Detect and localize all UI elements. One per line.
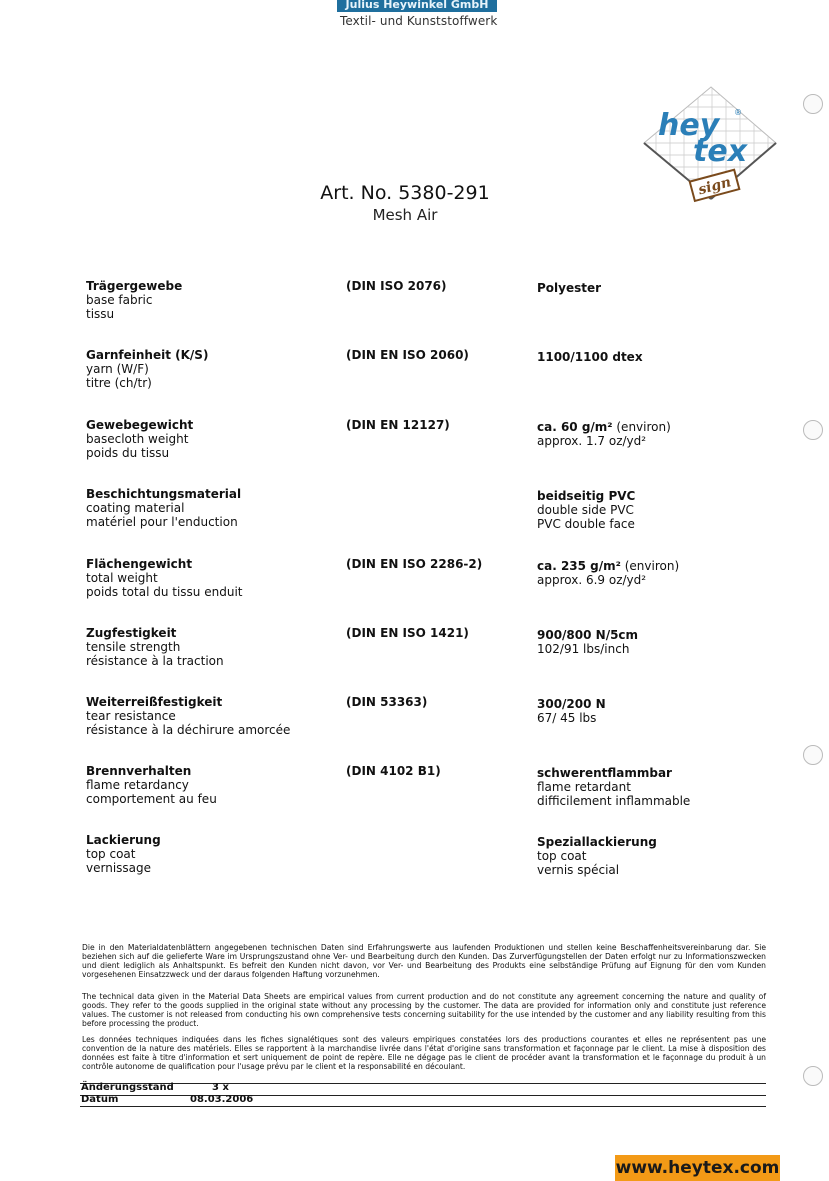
spec-value-v2: 67/ 45 lbs [537, 711, 597, 725]
spec-label-fr: résistance à la traction [86, 654, 224, 668]
company-name: Julius Heywinkel GmbH [345, 0, 489, 11]
spec-value [537, 489, 777, 531]
spec-row [0, 557, 829, 621]
spec-label-de: Garnfeinheit (K/S) [86, 348, 209, 362]
spec-label-en: yarn (W/F) [86, 362, 149, 376]
spec-row [0, 418, 829, 482]
spec-label [86, 279, 326, 321]
logo-word-tex: tex [693, 134, 748, 169]
spec-label-en: top coat [86, 847, 136, 861]
test-standard: (DIN EN ISO 2060) [346, 348, 469, 362]
table-line-bottom [80, 1106, 766, 1107]
spec-label-fr: matériel pour l'enduction [86, 515, 238, 529]
spec-value-line [537, 489, 777, 503]
test-standard: (DIN EN ISO 2286-2) [346, 557, 483, 571]
spec-label-fr: poids total du tissu enduit [86, 585, 243, 599]
spec-value-v3: PVC double face [537, 517, 635, 531]
table-line-top [80, 1083, 766, 1084]
heytex-logo-graphic [636, 85, 786, 215]
spec-value-main: Speziallackierung [537, 835, 657, 849]
spec-value-line [537, 559, 777, 573]
spec-row [0, 626, 829, 690]
spec-label-en: basecloth weight [86, 432, 189, 446]
logo-registered-mark: ® [734, 108, 742, 117]
spec-value [537, 766, 777, 808]
spec-value-suffix: (environ) [612, 420, 671, 434]
article-number: Art. No. 5380-291 [320, 182, 490, 204]
spec-label [86, 764, 326, 806]
spec-row [0, 487, 829, 551]
punch-hole [803, 745, 823, 765]
spec-value-main: 300/200 N [537, 697, 606, 711]
spec-label-de: Gewebegewicht [86, 418, 194, 432]
spec-value-line [537, 350, 777, 364]
spec-value-v2: approx. 6.9 oz/yd² [537, 573, 647, 587]
spec-value-line [537, 420, 777, 434]
spec-label-en: total weight [86, 571, 158, 585]
company-subtitle: Textil- und Kunststoffwerk [340, 14, 498, 28]
spec-label-de: Beschichtungsmaterial [86, 487, 242, 501]
date-label: Datum [81, 1094, 119, 1105]
spec-value [537, 420, 777, 448]
spec-label-de: Trägergewebe [86, 279, 183, 293]
punch-hole [803, 1066, 823, 1086]
heytex-logo [636, 85, 786, 215]
change-status-label: Änderungsstand [81, 1082, 174, 1093]
spec-label-fr: titre (ch/tr) [86, 376, 152, 390]
spec-label-en: coating material [86, 501, 185, 515]
spec-value [537, 350, 777, 364]
test-standard: (DIN 4102 B1) [346, 764, 441, 778]
spec-label-fr: vernissage [86, 861, 152, 875]
spec-label [86, 348, 326, 390]
spec-label-fr: comportement au feu [86, 792, 217, 806]
table-line-middle [80, 1095, 766, 1096]
spec-label [86, 418, 326, 460]
logo-sign-tag: sign [696, 174, 733, 199]
logo-word-hey: hey [658, 108, 720, 143]
spec-value-v2: double side PVC [537, 503, 634, 517]
spec-label [86, 626, 326, 668]
punch-hole [803, 420, 823, 440]
spec-value-suffix: (environ) [620, 559, 680, 573]
spec-label-fr: poids du tissu [86, 446, 170, 460]
spec-row [0, 348, 829, 412]
spec-value-main: ca. 60 g/m² [537, 420, 613, 434]
spec-label [86, 557, 326, 599]
test-standard: (DIN EN 12127) [346, 418, 450, 432]
spec-label-de: Lackierung [86, 833, 161, 847]
spec-value-v3: vernis spécial [537, 863, 620, 877]
spec-value-v2: approx. 1.7 oz/yd² [537, 434, 647, 448]
spec-label-en: tensile strength [86, 640, 181, 654]
punch-hole [803, 94, 823, 114]
spec-value-main: 1100/1100 dtex [537, 350, 643, 364]
spec-label [86, 487, 326, 529]
spec-label [86, 833, 326, 875]
spec-value-line [537, 628, 777, 642]
spec-label [86, 695, 326, 737]
spec-row [0, 279, 829, 343]
spec-label-fr: tissu [86, 307, 115, 321]
spec-value [537, 559, 777, 587]
spec-value [537, 281, 777, 295]
spec-label-de: Brennverhalten [86, 764, 192, 778]
spec-value-main: schwerentflammbar [537, 766, 672, 780]
spec-value-main: Polyester [537, 281, 602, 295]
company-name-bar [337, 0, 497, 12]
spec-value-line [537, 697, 777, 711]
disclaimer-en: The technical data given in the Material Data Sheets are empirical values from current production and do not constitute any agreement concerning the nature and quality of goods. They refer to the goods supplied in the original state without any processing by the customer. The data are provided for information only and constitute just reference values. The customer is not released from conducting his own comprehensive tests concerning suitability for the use intended by the customer and any liability resulting from this before processing the product. [82, 992, 766, 1028]
spec-label-en: base fabric [86, 293, 153, 307]
spec-value-line [537, 766, 777, 780]
spec-value-main: 900/800 N/5cm [537, 628, 639, 642]
date-value: 08.03.2006 [190, 1094, 254, 1105]
test-standard: (DIN EN ISO 1421) [346, 626, 469, 640]
disclaimer-fr: Les données techniques indiquées dans les fiches signalétiques sont des valeurs empiriques constatées lors des productions courantes et elles ne représentent pas une convention de la nature des matériels. Elles se rapportent à la marchandise livrée dans l'état d'origine sans transformation et façonnage par le client. La mise à disposition des données est faite à titre d'information et sert uniquement de point de repère. Elle ne dégage pas le client de procéder avant la transformation et le façonnage du produit à un contrôle autonome de qualification pour l'usage prévu par le client et la responsabilité en découlant. [82, 1035, 766, 1071]
spec-row [0, 695, 829, 759]
spec-value-line [537, 835, 777, 849]
spec-label-de: Weiterreißfestigkeit [86, 695, 223, 709]
test-standard: (DIN 53363) [346, 695, 428, 709]
spec-value [537, 835, 777, 877]
spec-value-main: ca. 235 g/m² [537, 559, 621, 573]
spec-label-fr: résistance à la déchirure amorcée [86, 723, 291, 737]
spec-value-main: beidseitig PVC [537, 489, 636, 503]
spec-value-line [537, 281, 777, 295]
spec-label-de: Zugfestigkeit [86, 626, 177, 640]
disclaimer-de: Die in den Materialdatenblättern angegebenen technischen Daten sind Erfahrungswerte aus laufenden Produktionen und stellen keine Beschaffenheitsvereinbarung dar. Sie beziehen sich auf die gelieferte Ware im Ursprungszustand ohne Ver- und Bearbeitung durch den Kunden. Das Zurverfügungstellen der Daten erfolgt nur zu Informationszwecken und dient lediglich als Anhaltspunkt. Es befreit den Kunden nicht davon, vor Ver- und Bearbeitung des Produkts eine selbständige Prüfung auf Eignung für den vom Kunden vorgesehenen Einsatzzweck und der daraus folgenden Haftung vorzunehmen. [82, 943, 766, 979]
spec-row [0, 764, 829, 828]
website-url-box[interactable] [615, 1155, 780, 1181]
spec-row [0, 833, 829, 897]
spec-label-en: flame retardancy [86, 778, 189, 792]
spec-value [537, 628, 777, 656]
spec-value-v2: top coat [537, 849, 587, 863]
spec-label-de: Flächengewicht [86, 557, 193, 571]
website-url[interactable]: www.heytex.com [615, 1158, 780, 1178]
change-status-value: 3 x [212, 1082, 229, 1093]
spec-value [537, 697, 777, 725]
test-standard: (DIN ISO 2076) [346, 279, 447, 293]
spec-value-v2: flame retardant [537, 780, 631, 794]
product-name: Mesh Air [372, 206, 438, 224]
spec-value-v2: 102/91 lbs/inch [537, 642, 630, 656]
spec-value-v3: difficilement inflammable [537, 794, 691, 808]
spec-label-en: tear resistance [86, 709, 176, 723]
